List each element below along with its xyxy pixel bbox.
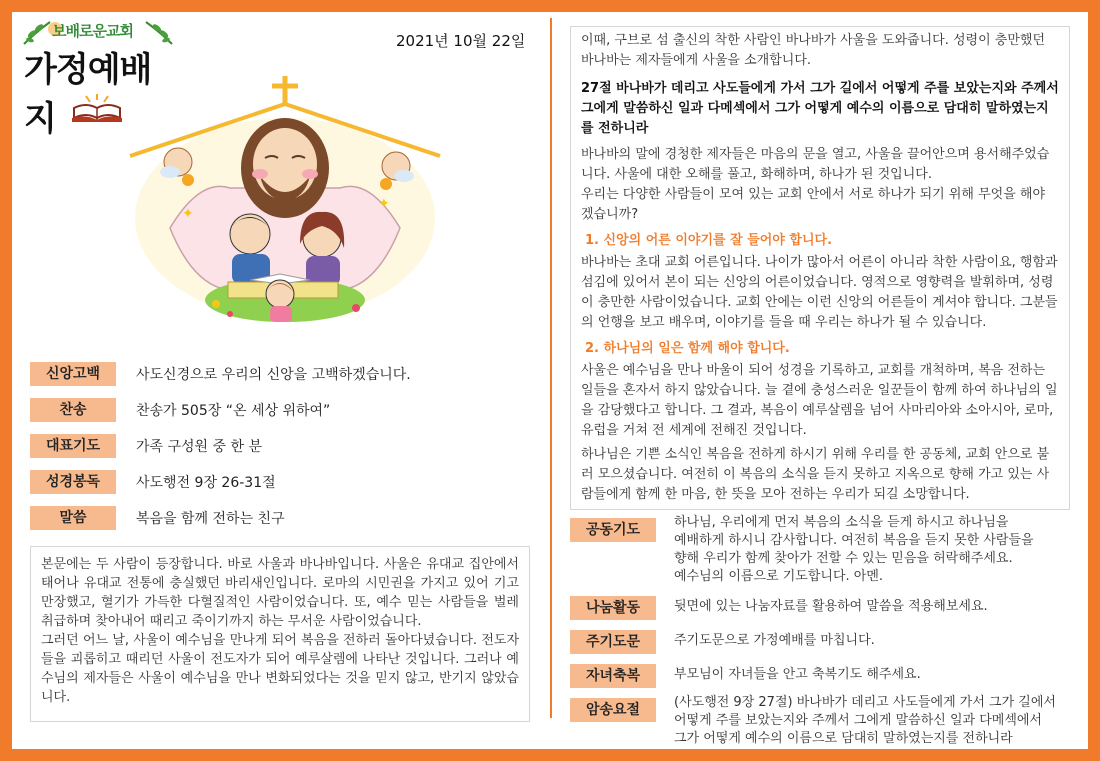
- closing-item: [570, 592, 1080, 620]
- order-value: 사도신경으로 우리의 신앙을 고백하겠습니다.: [136, 367, 411, 383]
- order-label: 말씀: [30, 506, 116, 530]
- sermon-body-box: [570, 26, 1070, 510]
- order-item: [18, 392, 530, 428]
- sermon-paragraph: 하나님은 기쁜 소식인 복음을 전하게 하시기 위해 우리를 한 공동체, 교회 안으로 불러 모으셨습니다. 여전히 이 복음의 소식을 듣지 못하고 지옥으로 향해 가고 있는 사람들에게 함께 한 마음, 한 뜻을 모아 전하는 우리가 되길 소망합니다.: [581, 447, 1050, 502]
- closing-label: 주기도문: [570, 630, 656, 654]
- order-label: 신앙고백: [30, 362, 116, 386]
- closing-line: 주기도문으로 가정예배를 마칩니다.: [674, 633, 875, 648]
- closing-item: [570, 514, 1080, 586]
- order-item: [18, 500, 530, 536]
- closing-line: 하나님, 우리에게 먼저 복음의 소식을 듣게 하시고 하나님을: [674, 515, 1009, 530]
- sermon-intro-box: [30, 546, 530, 722]
- closing-line: 부모님이 자녀들을 안고 축복기도 해주세요.: [674, 667, 921, 682]
- closing-label: 자녀축복: [570, 664, 656, 688]
- sermon-paragraph: 바나바는 초대 교회 어른입니다. 나이가 많아서 어른이 아니라 착한 사람이요, 행함과 섬김에 있어서 본이 되는 신앙의 어른이었습니다. 영적으로 영향력을 발휘하며, 성령이 충만한 사람이었습니다. 교회 안에는 이런 신앙의 어른들이 계셔야 합니다. 그분들의 언행을 보고 배우며, 이야기를 들을 때 우리는 하나가 될 수 있습니다.: [581, 255, 1058, 330]
- closing-line: 어떻게 주를 보았는지와 주께서 그에게 말씀하신 일과 다메섹에서: [674, 713, 1042, 728]
- point-heading-1: 1. 신앙의 어른 이야기를 잘 들어야 합니다.: [585, 233, 833, 248]
- sermon-paragraph: 사울은 예수님을 만나 바울이 되어 성경을 기록하고, 교회를 개척하며, 복음 전하는 일들을 혼자서 하지 않았습니다. 늘 곁에 충성스러운 일꾼들이 함께 하여 하나님의 일을 감당했다고 합니다. 그 결과, 복음이 예루살렘을 넘어 사마리아와 소아시아, 로마, 유럽을 거쳐 전 세계에 전해진 것입니다.: [581, 363, 1058, 438]
- closing-value: [674, 694, 1056, 748]
- svg-text:✦: ✦: [378, 196, 390, 212]
- bulletin-title: 가정예배지: [24, 50, 152, 139]
- closing-line: (사도행전 9장 27절) 바나바가 데리고 사도들에게 가서 그가 길에서: [674, 695, 1056, 710]
- order-item: [18, 428, 530, 464]
- worship-order-list: [18, 356, 530, 536]
- order-label: 대표기도: [30, 434, 116, 458]
- closing-item: [570, 694, 1080, 748]
- order-item: [18, 464, 530, 500]
- order-item: [18, 356, 530, 392]
- closing-value: [674, 626, 875, 650]
- closing-label: 공동기도: [570, 518, 656, 542]
- sermon-paragraph: 우리는 다양한 사람들이 모여 있는 교회 안에서 서로 하나가 되기 위해 무엇을 해야 겠습니까?: [581, 187, 1046, 222]
- sermon-paragraph: 본문에는 두 사람이 등장합니다. 바로 사울과 바나바입니다. 사울은 유대교 집안에서 태어나 유대교 전통에 충실했던 바리새인입니다. 로마의 시민권을 가지고 있어 기고만장했고, 혈기가 가득한 다혈질적인 사람이었습니다. 또, 예수 믿는 사람들을 벌레 취급하며 찾아내어 때리고 죽이기까지 하는 무서운 사람이었습니다.: [41, 557, 519, 629]
- closing-value: [674, 514, 1034, 586]
- order-value: 복음을 함께 전하는 친구: [136, 511, 285, 527]
- scripture-verse: 27절 바나바가 데리고 사도들에게 가서 그가 길에서 어떻게 주를 보았는지와 주께서 그에게 말씀하신 일과 다메섹에서 그가 어떻게 예수의 이름으로 담대히 말하였는지를 전하니라: [581, 81, 1059, 136]
- svg-text:✦: ✦: [182, 206, 194, 222]
- sermon-paragraph: 바나바의 말에 경청한 제자들은 마음의 문을 열고, 사울을 끌어안으며 용서해주었습니다. 사울에 대한 오해를 풀고, 화해하며, 하나가 된 것입니다.: [581, 147, 1050, 182]
- bulletin-date: 2021년 10월 22일: [396, 32, 526, 50]
- closing-value: [674, 660, 921, 684]
- closing-line: 예수님의 이름으로 기도합니다. 아멘.: [674, 569, 884, 584]
- closing-list: [570, 514, 1080, 754]
- closing-label: 나눔활동: [570, 596, 656, 620]
- sermon-paragraph: 이때, 구브로 섬 출신의 착한 사람인 바나바가 사울을 도와줍니다. 성령이 충만했던 바나바는 제자들에게 사울을 소개합니다.: [581, 33, 1046, 68]
- closing-label: 암송요절: [570, 698, 656, 722]
- closing-line: 뒷면에 있는 나눔자료를 활용하여 말씀을 적용해보세요.: [674, 599, 988, 614]
- family-worship-illustration: [110, 68, 460, 338]
- church-name: 보배로운교회: [52, 22, 133, 40]
- closing-line: 그가 어떻게 예수의 이름으로 담대히 말하였는지를 전하니라: [674, 731, 1013, 746]
- closing-line: 향해 우리가 함께 찾아가 전할 수 있는 믿음을 허락해주세요.: [674, 551, 1013, 566]
- column-divider: [550, 18, 552, 718]
- order-label: 찬송: [30, 398, 116, 422]
- order-value: 찬송가 505장 “온 세상 위하여”: [136, 403, 331, 419]
- closing-item: [570, 626, 1080, 654]
- order-label: 성경봉독: [30, 470, 116, 494]
- order-value: 가족 구성원 중 한 분: [136, 439, 262, 455]
- closing-line: 예배하게 하시니 감사합니다. 여전히 복음을 듣지 못한 사람들을: [674, 533, 1034, 548]
- sermon-paragraph: 그러던 어느 날, 사울이 예수님을 만나게 되어 복음을 전하러 돌아다녔습니다. 전도자들을 괴롭히고 때리던 사울이 전도자가 되어 예루살렘에 나타난 것입니다. 그러나 예수님의 제자들은 사울이 예수님을 만나 변화되었다는 것을 믿지 않고, 반기지 않았습니다.: [41, 633, 519, 705]
- closing-item: [570, 660, 1080, 688]
- order-value: 사도행전 9장 26-31절: [136, 475, 276, 491]
- point-heading-2: 2. 하나님의 일은 함께 해야 합니다.: [585, 341, 790, 356]
- closing-value: [674, 592, 988, 616]
